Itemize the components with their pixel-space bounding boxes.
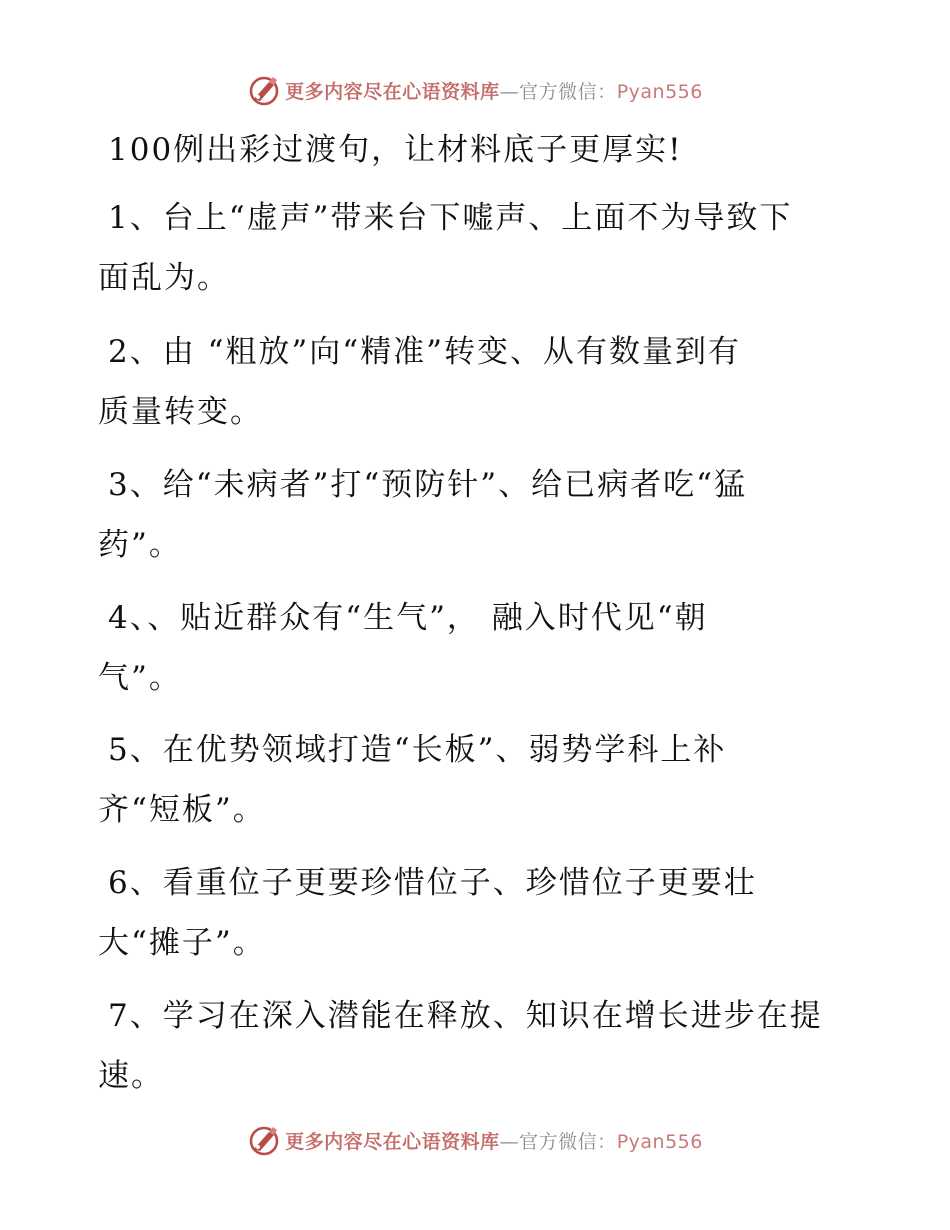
footer-wechat-label: 官方微信： xyxy=(519,1130,617,1153)
footer-banner-dash: — xyxy=(499,1130,520,1153)
header-banner-main: 更多内容尽在心语资料库 xyxy=(285,80,500,103)
list-item xyxy=(98,188,848,308)
header-banner xyxy=(0,70,950,110)
item-line-2: 大“摊子”。 xyxy=(98,925,266,961)
header-banner-dash: — xyxy=(499,80,520,103)
list-item xyxy=(98,455,848,575)
pen-logo-icon xyxy=(247,73,281,107)
item-line-1: 7、学习在深入潜能在释放、知识在增长进步在提 xyxy=(108,998,823,1034)
document-title: 100例出彩过渡句，让材料底子更厚实! xyxy=(108,132,683,168)
item-line-1: 4、、贴近群众有“生气”， 融入时代见“朝 xyxy=(108,600,708,636)
footer-banner xyxy=(0,1120,950,1160)
list-item xyxy=(98,322,848,442)
item-line-2: 气”。 xyxy=(98,660,182,696)
item-line-2: 齐“短板”。 xyxy=(98,792,266,828)
item-line-1: 2、由 “粗放”向“精准”转变、从有数量到有 xyxy=(108,334,741,370)
footer-banner-main: 更多内容尽在心语资料库 xyxy=(285,1130,500,1153)
item-line-2: 速。 xyxy=(98,1058,164,1094)
footer-wechat-id: Pyan556 xyxy=(616,1130,703,1153)
item-line-1: 5、在优势领域打造“长板”、弱势学科上补 xyxy=(108,732,727,768)
header-wechat-id: Pyan556 xyxy=(616,80,703,103)
list-item xyxy=(98,986,848,1106)
item-line-1: 1、台上“虚声”带来台下嘘声、上面不为导致下 xyxy=(108,200,793,236)
list-item xyxy=(98,720,848,840)
list-item xyxy=(98,853,848,973)
item-line-2: 药”。 xyxy=(98,527,182,563)
pen-logo-icon xyxy=(247,1123,281,1157)
item-line-1: 3、给“未病者”打“预防针”、给已病者吃“猛 xyxy=(108,467,747,503)
header-banner-text xyxy=(285,77,703,104)
header-wechat-label: 官方微信： xyxy=(519,80,617,103)
list-item xyxy=(98,588,848,708)
footer-banner-text xyxy=(285,1127,703,1154)
item-line-2: 质量转变。 xyxy=(98,394,263,430)
item-line-1: 6、看重位子更要珍惜位子、珍惜位子更要壮 xyxy=(108,865,757,901)
item-line-2: 面乱为。 xyxy=(98,260,230,296)
